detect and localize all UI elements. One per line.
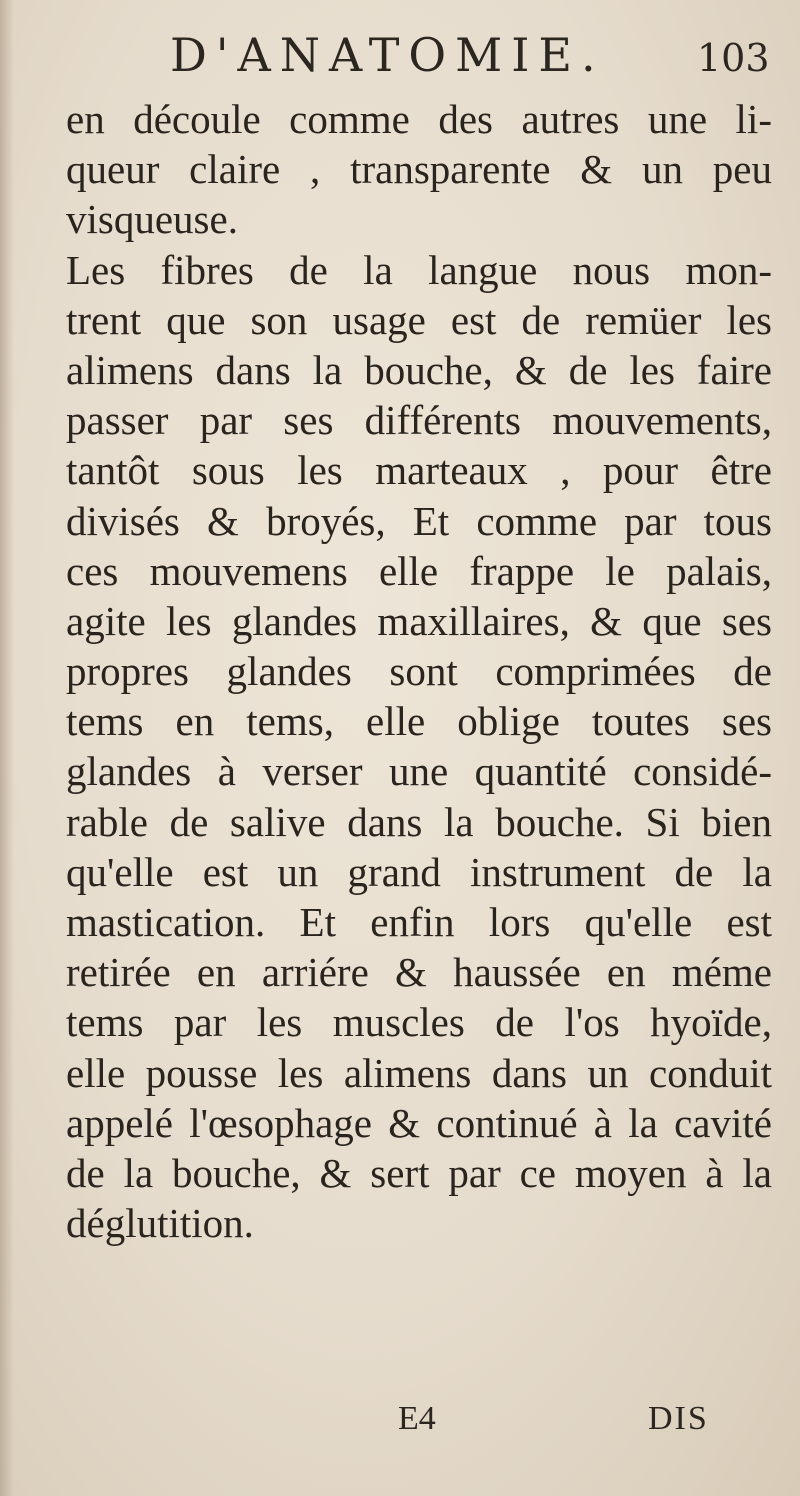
catchword: DIS [648,1400,709,1437]
text-line: mastication. Et enfin lors qu'elle est [66,899,772,945]
text-line: passer par ses différents mouvements, [66,397,772,444]
text-line: trent que son usage est de remüer les [66,296,772,343]
text-line: visqueuse. [66,196,238,243]
text-line: queur claire , transparente & un peu [66,146,772,193]
text-line: appelé l'œsophage & continué à la cavité [66,1099,772,1146]
text-line: de la bouche, & sert par ce moyen à la [66,1149,772,1196]
text-line: tems par les muscles de l'os hyoïde, [66,999,772,1046]
page-number: 103 [697,36,770,80]
text-line: divisés & broyés, Et comme par tous [66,497,772,544]
text-line: propres glandes sont comprimées de [66,648,772,695]
running-head [0,22,800,98]
text-line: glandes à verser une quantité considé- [66,748,772,795]
body-text [66,94,772,1248]
text-line: ces mouvemens elle frappe le palais, [66,547,772,594]
text-line: qu'elle est un grand instrument de la [66,848,772,895]
signature-mark: E4 [398,1400,436,1437]
page-footer [0,1400,800,1460]
text-line: elle pousse les alimens dans un conduit [66,1049,772,1096]
text-line: en découle comme des autres une li- [66,96,772,142]
running-head-title: D'ANATOMIE. [170,28,605,82]
text-line: tantôt sous les marteaux , pour être [66,447,772,494]
text-line: tems en tems, elle oblige toutes ses [66,698,772,745]
text-line: agite les glandes maxillaires, & que ses [66,597,772,644]
text-line: retirée en arriére & haussée en méme [66,949,772,996]
text-line: alimens dans la bouche, & de les faire [66,346,772,393]
page-gutter-shadow [0,0,14,1496]
text-line: rable de salive dans la bouche. Si bien [66,798,772,845]
text-line: déglutition. [66,1200,254,1247]
text-line: Les fibres de la langue nous mon- [66,246,772,293]
